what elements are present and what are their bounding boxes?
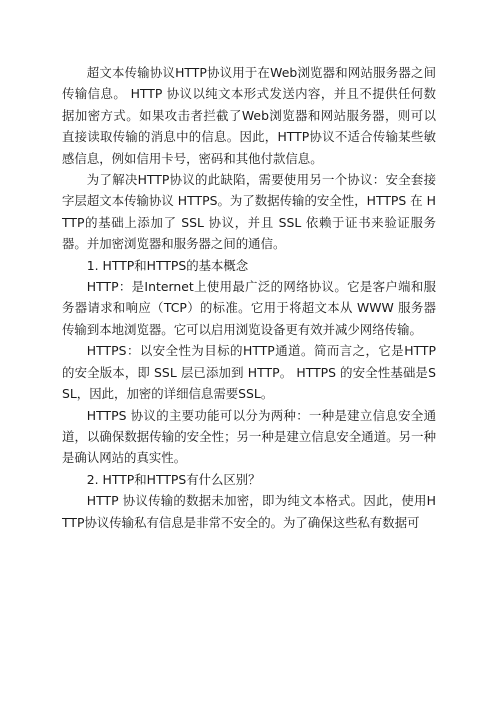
paragraph-https-functions: HTTPS 协议的主要功能可以分为两种：一种是建立信息安全通道，以确保数据传输的安全性；另一种是建立信息安全通道。另一种是确认网站的真实性。: [62, 407, 436, 466]
paragraph-http-unencrypted: HTTP 协议传输的数据未加密，即为纯文本格式。因此，使用HTTP协议传输私有信息是非常不安全的。为了确保这些私有数据可: [62, 493, 436, 530]
section-heading-basic-concepts: 1. HTTP和HTTPS的基本概念: [86, 257, 249, 273]
document-page: [62, 62, 436, 533]
paragraph-https-intro: 为了解决HTTP协议的此缺陷，需要使用另一个协议：安全套接字层超文本传输协议 HTTPS。为了数据传输的安全性，HTTPS 在 HTTP的基础上添加了 SSL 协议，并且 SSL 依赖于证书来验证服务器。并加密浏览器和服务器之间的通信。: [62, 172, 436, 252]
paragraph-http-definition: HTTP：是Internet上使用最广泛的网络协议。它是客户端和服务器请求和响应（TCP）的标准。它用于将超文本从 WWW 服务器传输到本地浏览器。它可以启用浏览设备更有效并减少网络传输。: [62, 279, 436, 337]
paragraph-http-intro: 超文本传输协议HTTP协议用于在Web浏览器和网站服务器之间传输信息。 HTTP 协议以纯文本形式发送内容，并且不提供任何数据加密方式。如果攻击者拦截了Web浏览器和网站服务器，则可以直接读取传输的消息中的信息。因此，HTTP协议不适合传输某些敏感信息，例如信用卡号，密码和其他付款信息。: [62, 65, 436, 166]
section-heading-differences: 2. HTTP和HTTPS有什么区别？: [86, 471, 261, 487]
paragraph-https-definition: HTTPS：以安全性为目标的HTTP通道。简而言之，它是HTTP的安全版本，即 SSL 层已添加到 HTTP。 HTTPS 的安全性基础是SSL，因此，加密的详细信息需要SSL。: [62, 343, 436, 402]
